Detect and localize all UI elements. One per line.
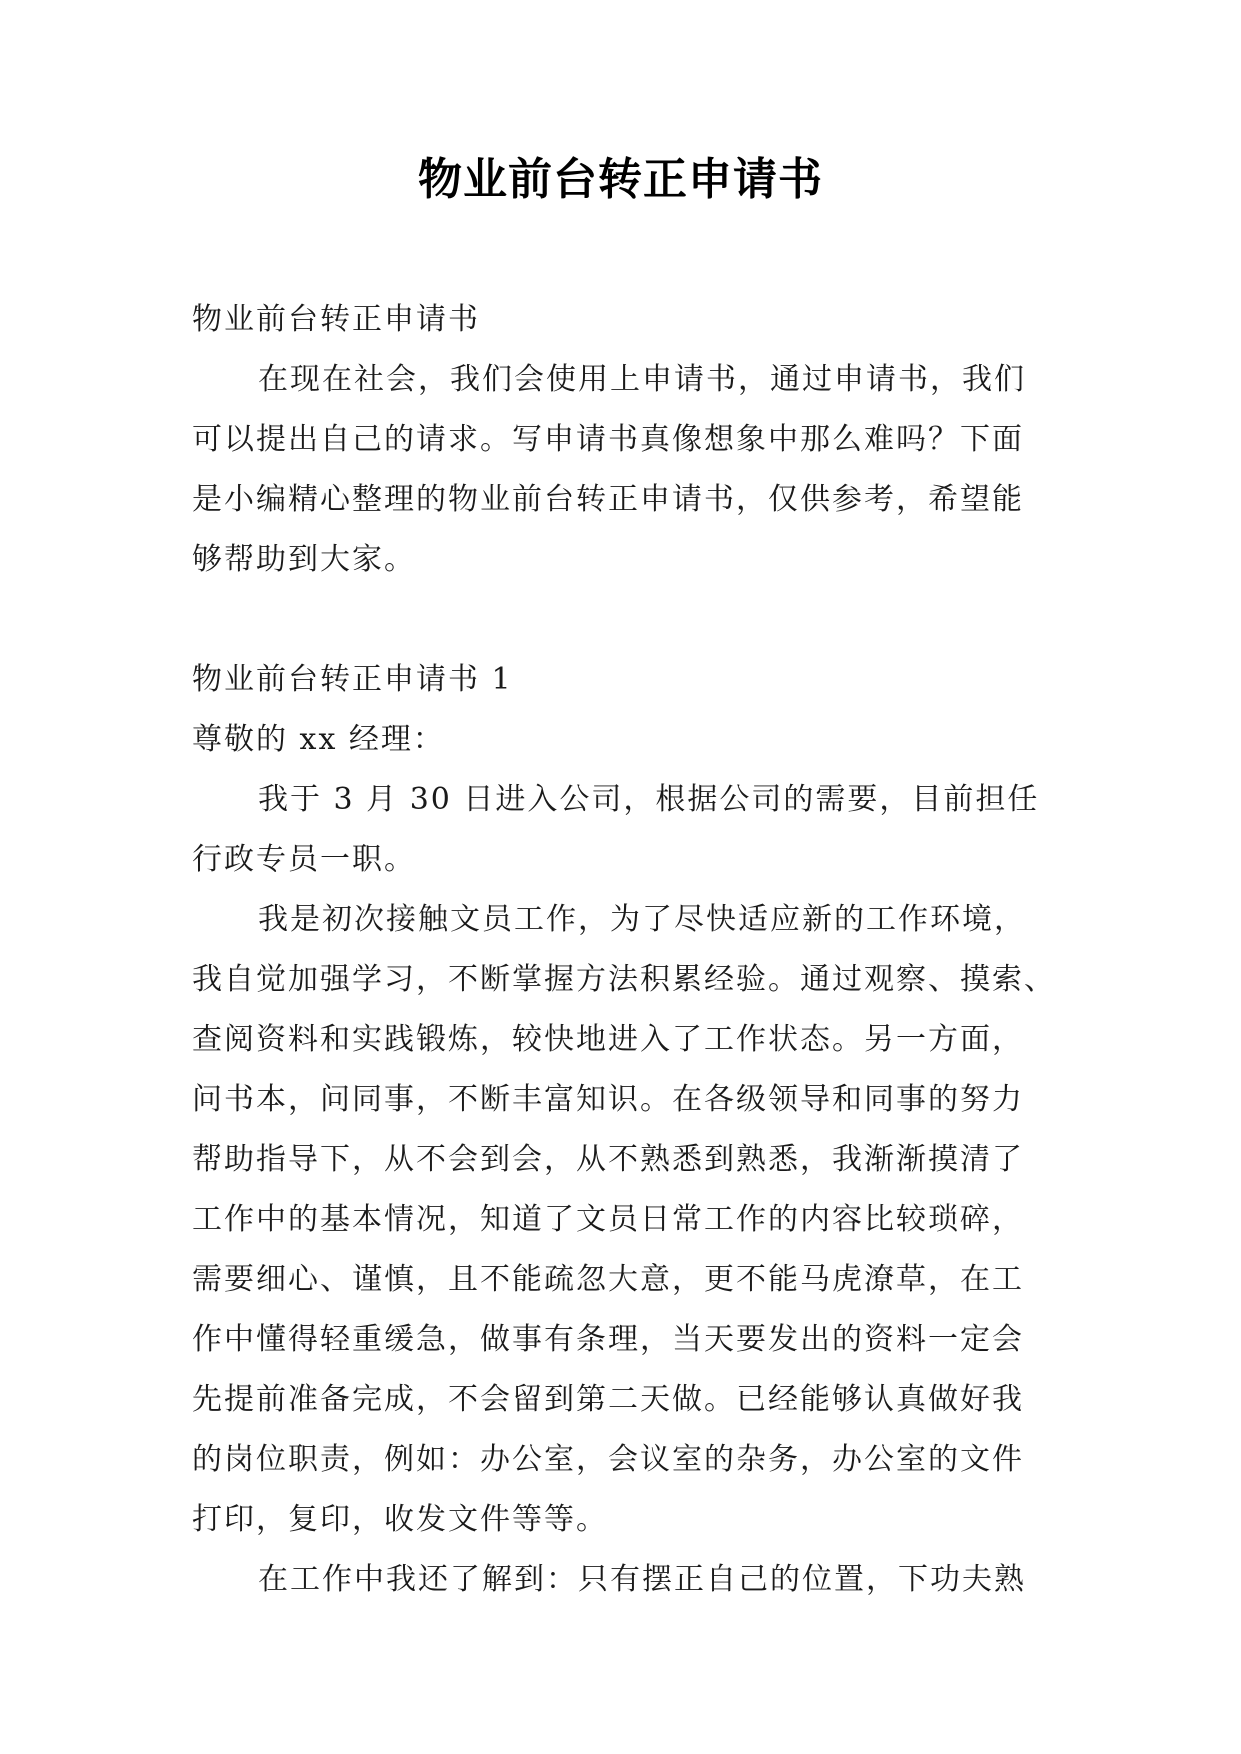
paragraph2-line: 工作中的基本情况，知道了文员日常工作的内容比较琐碎，	[192, 1202, 1024, 1237]
paragraph2-line: 我自觉加强学习，不断掌握方法积累经验。通过观察、摸索、	[192, 962, 1056, 997]
intro-line: 是小编精心整理的物业前台转正申请书，仅供参考，希望能	[192, 482, 1024, 517]
paragraph2-line: 查阅资料和实践锻炼，较快地进入了工作状态。另一方面，	[192, 1022, 1024, 1057]
paragraph1-line: 行政专员一职。	[192, 842, 416, 877]
intro-line: 可以提出自己的请求。写申请书真像想象中那么难吗？下面	[192, 422, 1024, 457]
document-title: 物业前台转正申请书	[418, 154, 823, 205]
document-body	[192, 290, 1056, 1610]
paragraph-gap	[192, 590, 1052, 650]
paragraph2-line: 帮助指导下，从不会到会，从不熟悉到熟悉，我渐渐摸清了	[192, 1142, 1024, 1177]
paragraph2-line: 问书本，问同事，不断丰富知识。在各级领导和同事的努力	[192, 1082, 1024, 1117]
intro-line: 在现在社会，我们会使用上申请书，通过申请书，我们	[258, 362, 1026, 397]
subtitle: 物业前台转正申请书	[192, 302, 480, 337]
paragraph2-line: 作中懂得轻重缓急，做事有条理，当天要发出的资料一定会	[192, 1322, 1024, 1357]
paragraph2-line: 先提前准备完成，不会留到第二天做。已经能够认真做好我	[192, 1382, 1024, 1417]
section-title: 物业前台转正申请书 1	[192, 662, 513, 697]
paragraph2-line: 打印，复印，收发文件等等。	[192, 1502, 608, 1537]
paragraph2-line: 需要细心、谨慎，且不能疏忽大意，更不能马虎潦草，在工	[192, 1262, 1024, 1297]
paragraph1-line: 我于 3 月 30 日进入公司，根据公司的需要，目前担任	[258, 782, 1040, 817]
paragraph3-line: 在工作中我还了解到：只有摆正自己的位置，下功夫熟	[258, 1562, 1026, 1597]
salutation: 尊敬的 xx 经理：	[192, 722, 445, 757]
intro-line: 够帮助到大家。	[192, 542, 416, 577]
paragraph2-line: 的岗位职责，例如：办公室，会议室的杂务，办公室的文件	[192, 1442, 1024, 1477]
paragraph2-line: 我是初次接触文员工作，为了尽快适应新的工作环境，	[258, 902, 1026, 937]
